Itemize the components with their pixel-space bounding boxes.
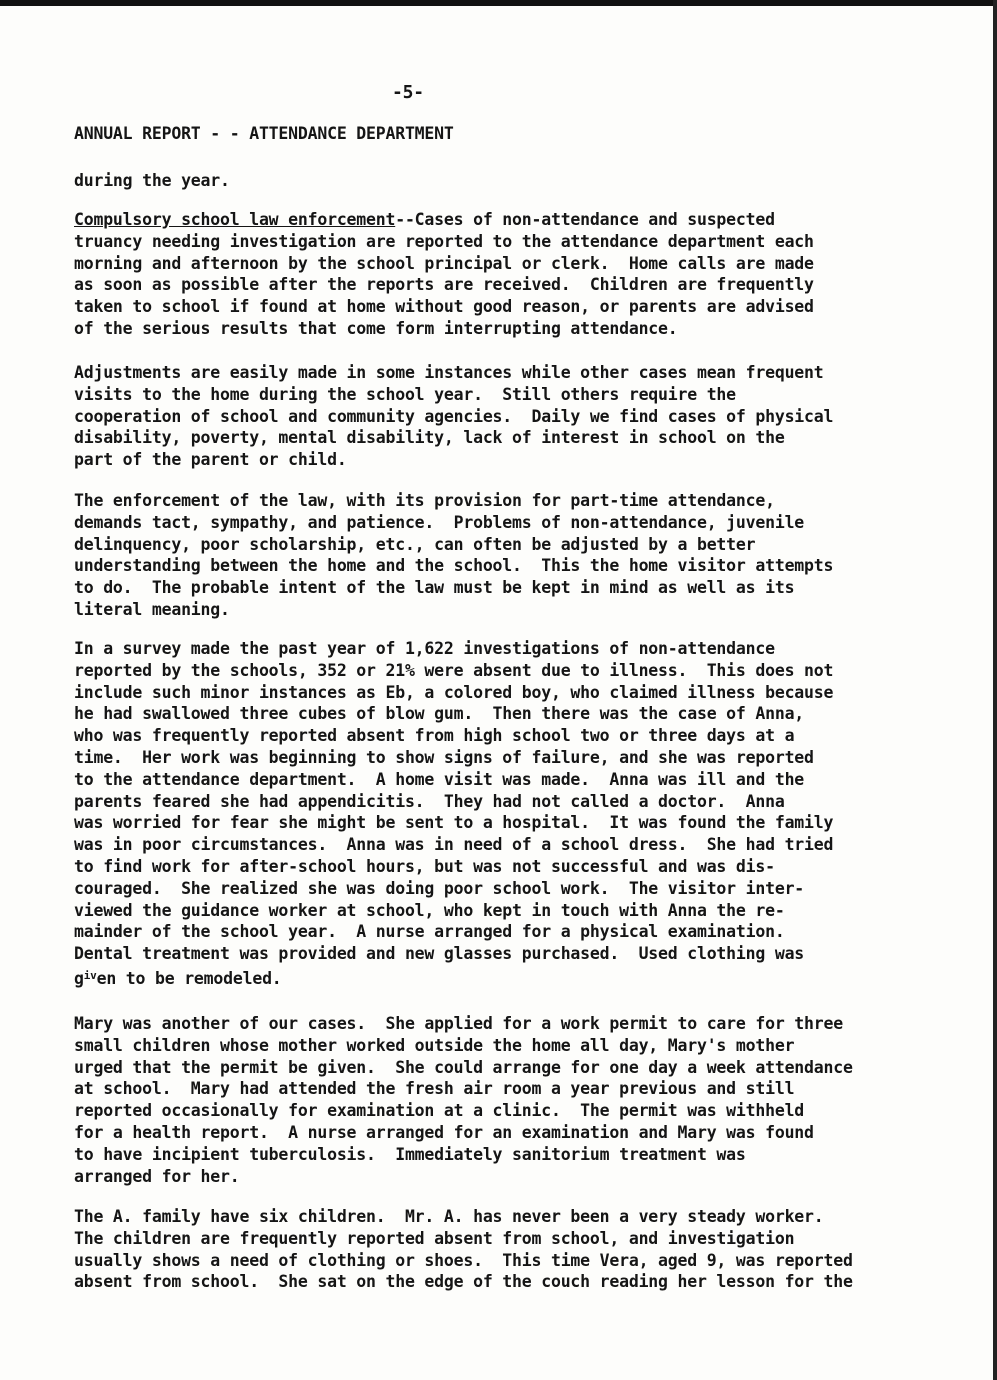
text-line: understanding between the home and the school. This the home visitor attempts	[74, 556, 834, 576]
text-line: disability, poverty, mental disability, lack of interest in school on the	[74, 428, 785, 448]
page-number: -5-	[392, 82, 424, 103]
report-header: ANNUAL REPORT - - ATTENDANCE DEPARTMENT	[74, 124, 454, 143]
text-line: taken to school if found at home without good reason, or parents are advised	[74, 297, 814, 317]
text-line: The enforcement of the law, with its provision for part-time attendance,	[74, 491, 775, 510]
text-line: include such minor instances as Eb, a colored boy, who claimed illness because	[74, 682, 834, 702]
text-line: visits to the home during the school year. Still others require the	[74, 384, 736, 404]
text-line: Adjustments are easily made in some instances while other cases mean frequent	[74, 363, 824, 382]
text-line: arranged for her.	[74, 1166, 240, 1186]
text-line: during the year.	[74, 171, 230, 190]
text-line: In a survey made the past year of 1,622 investigations of non-attendance	[74, 639, 775, 658]
text-line: mainder of the school year. A nurse arranged for a physical examination.	[74, 922, 785, 942]
text-line: viewed the guidance worker at school, who kept in touch with Anna the re-	[74, 900, 785, 920]
continuation-text	[74, 170, 954, 192]
paragraph-3	[74, 490, 954, 621]
text-line: literal meaning.	[74, 599, 230, 619]
paragraph-2	[74, 362, 954, 471]
text-line: reported by the schools, 352 or 21% were absent due to illness. This does not	[74, 660, 834, 680]
paragraph-1	[74, 209, 954, 340]
section-heading: Compulsory school law enforcement	[74, 210, 396, 229]
scan-edge-right	[993, 0, 997, 1380]
text-line: urged that the permit be given. She could arrange for one day a week attendance	[74, 1057, 853, 1077]
text-line: parents feared she had appendicitis. They had not called a doctor. Anna	[74, 791, 785, 811]
text-line: to the attendance department. A home visit was made. Anna was ill and the	[74, 769, 805, 789]
text-line: Dental treatment was provided and new glasses purchased. Used clothing was	[74, 944, 805, 964]
text-line: for a health report. A nurse arranged for an examination and Mary was found	[74, 1122, 814, 1142]
text-line: to have incipient tuberculosis. Immediately sanitorium treatment was	[74, 1144, 746, 1164]
text-line: $g^{iv}en$ to be remodeled.	[74, 968, 282, 988]
text-line: at school. Mary had attended the fresh air room a year previous and still	[74, 1079, 795, 1099]
text-line: to do. The probable intent of the law must be kept in mind as well as its	[74, 578, 795, 598]
text-line: cooperation of school and community agencies. Daily we find cases of physical	[74, 406, 834, 426]
text-line: morning and afternoon by the school principal or clerk. Home calls are made	[74, 253, 814, 273]
text-line: truancy needing investigation are reported to the attendance department each	[74, 231, 814, 251]
text-line: to find work for after-school hours, but was not successful and was dis-	[74, 856, 775, 876]
text-line: was worried for fear she might be sent to a hospital. It was found the family	[74, 813, 834, 833]
text-line: Compulsory school law enforcement--Cases of non-attendance and suspected	[74, 210, 775, 229]
paragraph-5	[74, 1013, 954, 1187]
text-line: was in poor circumstances. Anna was in need of a school dress. She had tried	[74, 835, 834, 855]
text-line: time. Her work was beginning to show signs of failure, and she was reported	[74, 747, 814, 767]
scan-edge-top	[0, 0, 997, 6]
paragraph-6	[74, 1206, 954, 1293]
text-line: reported occasionally for examination at a clinic. The permit was withheld	[74, 1101, 805, 1121]
text-line: small children whose mother worked outside the home all day, Mary's mother	[74, 1035, 795, 1055]
text-line: absent from school. She sat on the edge of the couch reading her lesson for the	[74, 1272, 853, 1292]
text-line: as soon as possible after the reports are received. Children are frequently	[74, 275, 814, 295]
text-line: usually shows a need of clothing or shoes. This time Vera, aged 9, was reported	[74, 1250, 853, 1270]
text-line: The children are frequently reported absent from school, and investigation	[74, 1228, 795, 1248]
paragraph-4	[74, 638, 954, 987]
text-line: demands tact, sympathy, and patience. Problems of non-attendance, juvenile	[74, 512, 805, 532]
text-line: delinquency, poor scholarship, etc., can often be adjusted by a better	[74, 534, 756, 554]
text-line: The A. family have six children. Mr. A. has never been a very steady worker.	[74, 1207, 824, 1226]
text-line: of the serious results that come form interrupting attendance.	[74, 318, 678, 338]
text-line: couraged. She realized she was doing poor school work. The visitor inter-	[74, 878, 805, 898]
text-line: Mary was another of our cases. She applied for a work permit to care for three	[74, 1014, 843, 1033]
text-line: he had swallowed three cubes of blow gum. Then there was the case of Anna,	[74, 704, 805, 724]
text-line: who was frequently reported absent from high school two or three days at a	[74, 726, 795, 746]
text-line: part of the parent or child.	[74, 450, 347, 470]
